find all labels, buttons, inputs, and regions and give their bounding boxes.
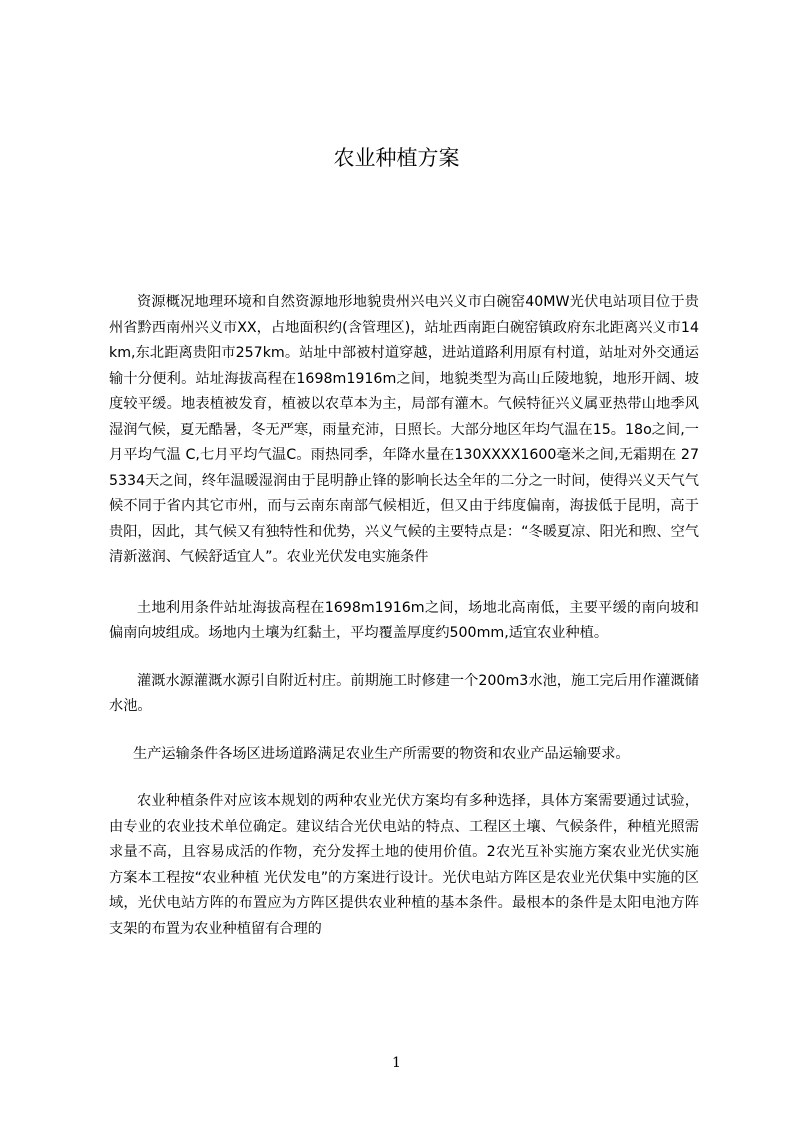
paragraph-resource-overview: 资源概况地理环境和自然资源地形地貌贵州兴电兴义市白碗窑40MW光伏电站项目位于贵州省黔西南州兴义市XX，占地面积约(含管理区)，站址西南距白碗窑镇政府东北距离兴义市14km,东北距离贵阳市257km。站址中部被村道穿越，进站道路利用原有村道，站址对外交通运输十分便利。站址海拔高程在1698m1916m之间，地貌类型为高山丘陵地貌，地形开阔、坡度较平缓。地表植被发育，植被以农草本为主，局部有灌木。气候特征兴义属亚热带山地季风湿润气候，夏无酷暑，冬无严寒，雨量充沛，日照长。大部分地区年均气温在15。18o之间,一月平均气温 C,七月平均气温C。雨热同季，年降水量在130XXXX1600毫米之间,无霜期在 275334天之间，终年温暖湿润由于昆明静止锋的影响长达全年的二分之一时间，使得兴义天气气候不同于省内其它市州，而与云南东南部气候相近，但又由于纬度偏南，海拔低于昆明，高于贵阳，因此，其气候又有独特性和优势，兴义气候的主要特点是：“冬暖夏凉、阳光和煦、空气清新滋润、气候舒适宜人”。农业光伏发电实施条件 (109, 294, 699, 565)
document-body (109, 290, 699, 942)
paragraph-land-use: 土地利用条件站址海拔高程在1698m1916m之间，场地北高南低，主要平缓的南向坡和偏南向坡组成。场地内土壤为红黏土，平均覆盖厚度约500mm,适宜农业种植。 (109, 599, 699, 641)
paragraph-irrigation: 灌溉水源灌溉水源引自附近村庄。前期施工时修建一个200m3水池，施工完后用作灌溉储水池。 (109, 672, 699, 714)
paragraph-planting-conditions: 农业种植条件对应该本规划的两种农业光伏方案均有多种选择，具体方案需要通过试验，由专业的农业技术单位确定。建议结合光伏电站的特点、工程区土壤、气候条件，种植光照需求量不高，且容易成活的作物，充分发挥土地的使用价值。2农光互补实施方案农业光伏实施方案本工程按“农业种植 光伏发电”的方案进行设计。光伏电站方阵区是农业光伏集中实施的区域，光伏电站方阵的布置应为方阵区提供农业种植的基本条件。最根本的条件是太阳电池方阵支架的布置为农业种植留有合理的 (109, 793, 699, 937)
document-title: 农业种植方案 (333, 146, 460, 170)
page-number: 1 (392, 1055, 401, 1071)
paragraph-transport: 生产运输条件各场区进场道路满足农业生产所需要的物资和农业产品运输要求。 (133, 745, 630, 762)
